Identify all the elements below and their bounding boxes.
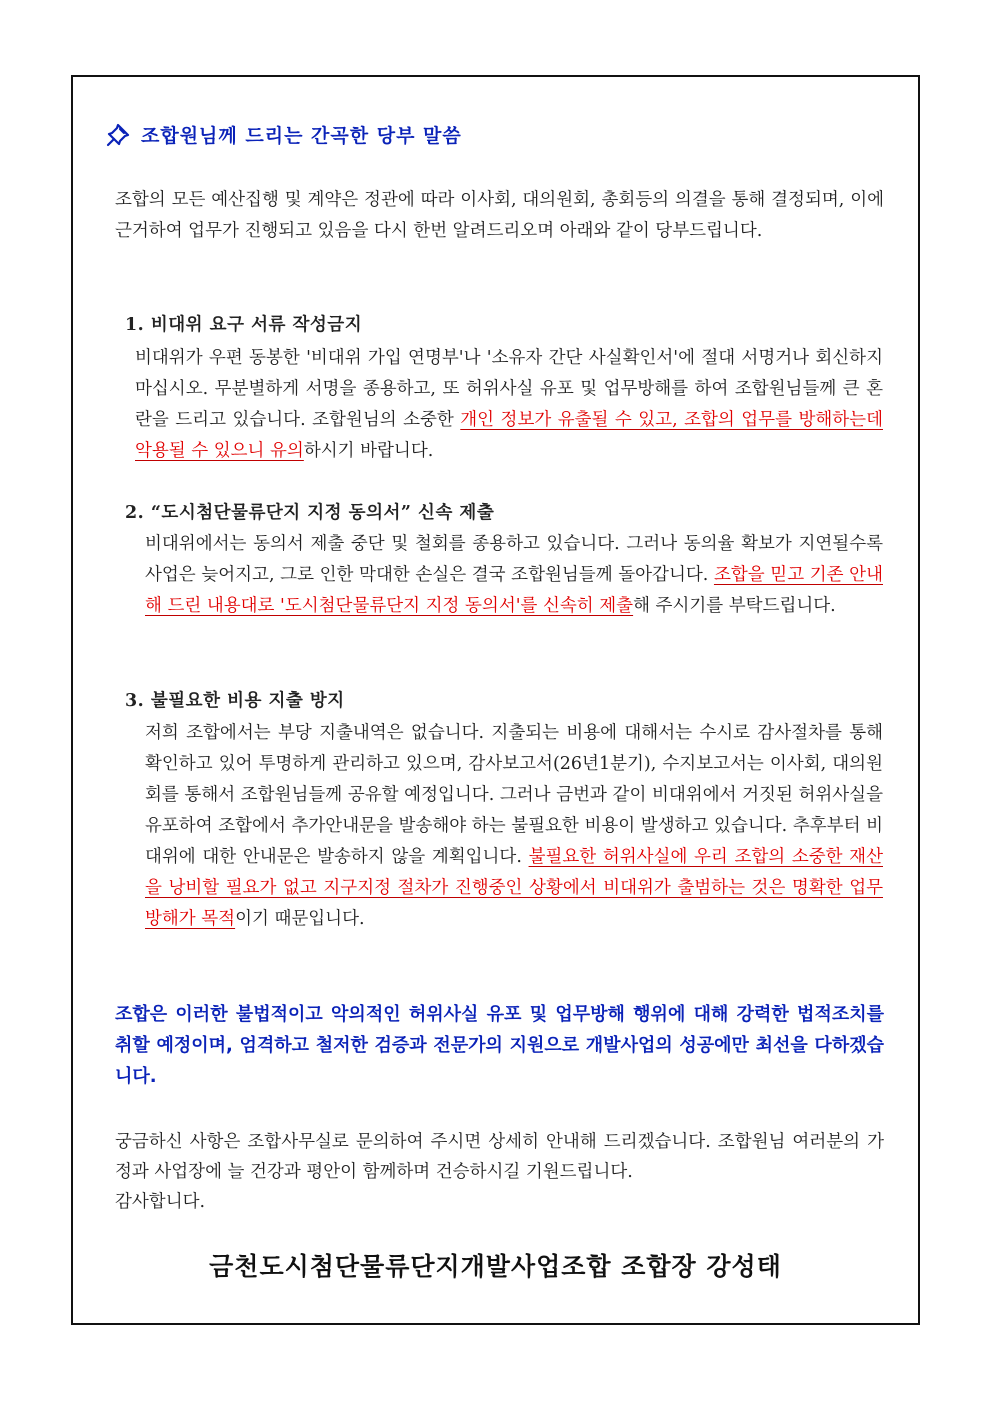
- notice-heading: [105, 121, 462, 148]
- section-3-tail: 이기 때문입니다.: [235, 909, 365, 929]
- section-1-highlight: 개인 정보가 유출될 수 있고, 조합의 업무를 방해하는데 악용될 수 있으니 유의: [135, 410, 883, 461]
- section-2-title: 2. “도시첨단물류단지 지정 동의서” 신속 제출: [125, 503, 495, 523]
- section-3-title: 3. 불필요한 비용 지출 방지: [125, 691, 345, 711]
- section-3-text: 저희 조합에서는 부당 지출내역은 없습니다. 지출되는 비용에 대해서는 수시로 감사절차를 통해 확인하고 있어 투명하게 관리하고 있으며, 감사보고서(26년1분기), 수지보고서는 이사회, 대의원회를 통해서 조합원님들께 공유할 예정입니다. 그러나 금번과 같이 비대위에서 거짓된 허위사실을 유포하여 조합에서 추가안내문을 발송해야 하는 불필요한 비용이 발생하고 있습니다. 추후부터 비대위에 대한 안내문은 발송하지 않을 계획입니다.: [145, 723, 883, 867]
- pushpin-icon: [105, 122, 131, 148]
- section-1-text: 비대위가 우편 동봉한 '비대위 가입 연명부'나 '소유자 간단 사실확인서'에 절대 서명거나 회신하지 마십시오. 무분별하게 서명을 종용하고, 또 허위사실 유포 및 업무방해를 하여 조합원님들께 큰 혼란을 드리고 있습니다. 조합원님의 소중한: [135, 348, 883, 430]
- section-2-text: 비대위에서는 동의서 제출 중단 및 철회를 종용하고 있습니다. 그러나 동의율 확보가 지연될수록 사업은 늦어지고, 그로 인한 막대한 손실은 결국 조합원님들께 돌아갑니다.: [145, 534, 883, 585]
- legal-warning: 조합은 이러한 불법적이고 악의적인 허위사실 유포 및 업무방해 행위에 대해 강력한 법적조치를 취할 예정이며, 엄격하고 철저한 검증과 전문가의 지원으로 개발사업의 성공에만 최선을 다하겠습니다.: [115, 1004, 884, 1087]
- section-1-body: [135, 343, 883, 467]
- closing-text: 궁금하신 사항은 조합사무실로 문의하여 주시면 상세히 안내해 드리겠습니다. 조합원님 여러분의 가정과 사업장에 늘 건강과 평안이 함께하며 건승하시길 기원드립니다.: [115, 1132, 884, 1182]
- signature: 금천도시첨단물류단지개발사업조합 조합장 강성태: [209, 1252, 782, 1281]
- section-2-highlight: 조합을 믿고 기존 안내해 드린 내용대로 '도시첨단물류단지 지정 동의서'를 신속히 제출: [145, 565, 883, 616]
- intro-paragraph: 조합의 모든 예산집행 및 계약은 정관에 따라 이사회, 대의원회, 총회등의 의결을 통해 결정되며, 이에 근거하여 업무가 진행되고 있음을 다시 한번 알려드리오며 아래와 같이 당부드립니다.: [115, 190, 884, 241]
- notice-frame: [71, 75, 920, 1325]
- section-1-title: 1. 비대위 요구 서류 작성금지: [125, 315, 363, 335]
- heading-title: 조합원님께 드리는 간곡한 당부 말씀: [141, 125, 462, 147]
- section-1-tail: 하시기 바랍니다.: [303, 441, 434, 461]
- closing-block: [115, 1127, 884, 1217]
- section-3-highlight: 불필요한 허위사실에 우리 조합의 소중한 재산을 낭비할 필요가 없고 지구지정 절차가 진행중인 상황에서 비대위가 출범하는 것은 명확한 업무방해가 목적: [145, 847, 883, 929]
- section-2-body: [145, 529, 883, 622]
- thanks-text: 감사합니다.: [115, 1192, 206, 1212]
- section-2-tail: 해 주시기를 부탁드립니다.: [633, 596, 836, 616]
- section-3-body: [145, 718, 883, 935]
